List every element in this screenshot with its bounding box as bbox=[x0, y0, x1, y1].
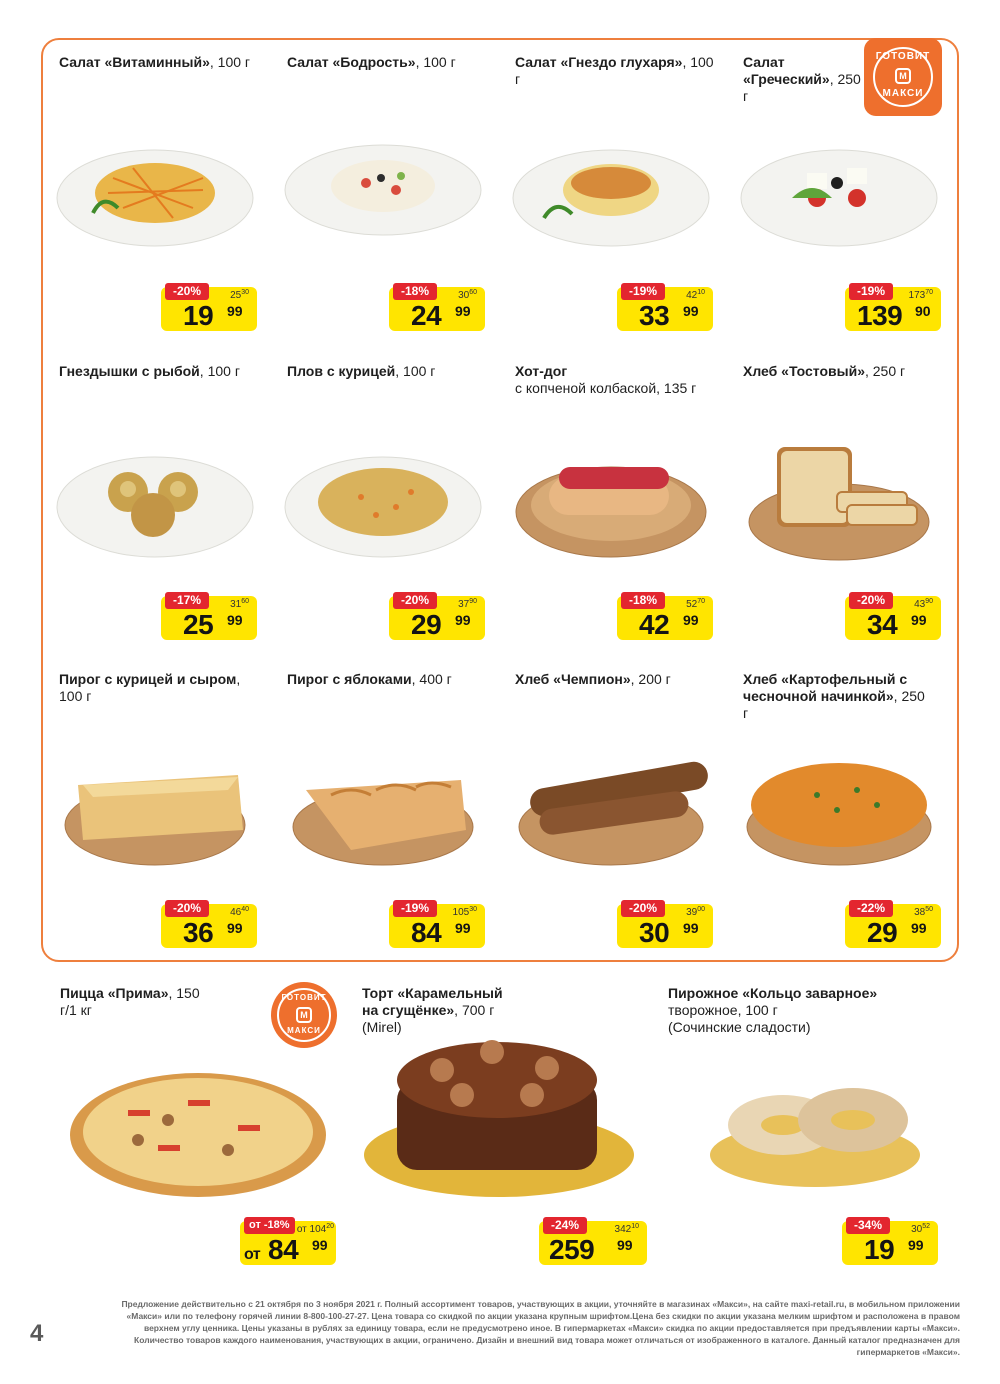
gotovit-maksi-badge: ГОТОВИТ М МАКСИ bbox=[864, 38, 942, 116]
product-card[interactable] bbox=[41, 655, 271, 960]
product-title: Пицца «Прима», 150 г/1 кг bbox=[60, 985, 200, 1018]
salad-gnezdo-image bbox=[509, 128, 714, 253]
gotovit-maksi-badge: ГОТОВИТ М МАКСИ bbox=[271, 982, 337, 1048]
salad-greek-image bbox=[737, 128, 942, 253]
price-tag: -20% $37^{90}$ 29 99 bbox=[387, 592, 485, 644]
product-title: Пирожное «Кольцо заварное» творожное, 100 г (Сочинские сладости) bbox=[668, 985, 878, 1035]
pilaf-image bbox=[281, 437, 486, 562]
product-card[interactable] bbox=[41, 38, 271, 343]
product-card[interactable] bbox=[269, 655, 499, 960]
salad-bodrost-image bbox=[281, 128, 486, 253]
fish-nests-image bbox=[53, 437, 258, 562]
salad-vitamin-image bbox=[53, 128, 258, 253]
product-card[interactable] bbox=[497, 655, 727, 960]
apple-pie-image bbox=[281, 745, 486, 870]
hot-dog-image bbox=[509, 437, 714, 562]
price-tag: -19% $42^{10}$ 33 99 bbox=[615, 283, 713, 335]
price-tag: -20% $46^{40}$ 36 99 bbox=[159, 900, 257, 952]
price-tag: -20% $39^{00}$ 30 99 bbox=[615, 900, 713, 952]
price-tag: -18% $52^{70}$ 42 99 bbox=[615, 592, 713, 644]
product-title: Торт «Карамельный на сгущёнке», 700 г (Mirel) bbox=[362, 985, 503, 1035]
product-title: Пирог с яблоками, 400 г bbox=[287, 671, 452, 687]
product-card[interactable] bbox=[41, 347, 271, 652]
price-tag: -24% $342^{10}$ 259 99 bbox=[537, 1217, 647, 1269]
product-title: Пирог с курицей и сыром, 100 г bbox=[59, 671, 241, 704]
potato-bread-image bbox=[737, 745, 942, 870]
champion-bread-image bbox=[509, 745, 714, 870]
price-tag: -17% $31^{60}$ 25 99 bbox=[159, 592, 257, 644]
product-card[interactable] bbox=[725, 347, 955, 652]
product-card[interactable] bbox=[269, 38, 499, 343]
product-card[interactable] bbox=[668, 985, 958, 1275]
product-title: Хлеб «Картофельный с чесночной начинкой», 250 г bbox=[743, 671, 925, 721]
price-tag: -20% $25^{30}$ 19 99 bbox=[159, 283, 257, 335]
product-card[interactable] bbox=[362, 985, 652, 1275]
product-card[interactable] bbox=[497, 38, 727, 343]
product-title: Гнездышки с рыбой, 100 г bbox=[59, 363, 240, 379]
price-tag: от -18% от $104^{20}$ от 84 99 bbox=[238, 1217, 338, 1269]
pizza-image bbox=[68, 1070, 328, 1200]
legal-disclaimer: Предложение действительно с 21 октября по 3 ноября 2021 г. Полный ассортимент товаров, участвующих в акции, уточняйте в магазинах «Макси», на сайте maxi-retail.ru, в мобильном приложении «Макси» или по телефону горячей линии 8-800-100-27-27. Цена товара со скидкой по акции указана крупным шрифтом.Цена без скидки по акции указана мелким шрифтом и расположена в правом верхнем углу ценника. Цены указаны в рублях за единицу товара, если не предусмотрено иное. В гипермаркетах «Макси» скидка по акции предоставляется при предъявлении карты «Макси». Количество товаров каждого наименования, участвующих в акции, ограничено. Дизайн и внешний вид товара может отличаться от изображенного в каталоге. Данный каталог предназначен для гипермаркетов «Макси». bbox=[121, 1299, 960, 1357]
product-card[interactable] bbox=[725, 655, 955, 960]
page-number: 4 bbox=[30, 1320, 44, 1347]
product-title: Салат «Витаминный», 100 г bbox=[59, 54, 251, 70]
price-tag: -20% $43^{90}$ 34 99 bbox=[843, 592, 941, 644]
choux-ring-image bbox=[703, 1070, 928, 1190]
product-card[interactable] bbox=[269, 347, 499, 652]
product-card[interactable] bbox=[497, 347, 727, 652]
product-title: Хлеб «Тостовый», 250 г bbox=[743, 363, 906, 379]
price-tag: -22% $38^{50}$ 29 99 bbox=[843, 900, 941, 952]
chicken-cheese-pie-image bbox=[53, 745, 258, 870]
caramel-cake-image bbox=[362, 1030, 637, 1200]
price-tag: -34% $30^{52}$ 19 99 bbox=[840, 1217, 938, 1269]
toast-bread-image bbox=[737, 437, 942, 562]
product-title: Салат «Бодрость», 100 г bbox=[287, 54, 456, 70]
product-title: Салат «Греческий», 250 г bbox=[743, 54, 861, 104]
product-title: Салат «Гнездо глухаря», 100 г bbox=[515, 54, 714, 87]
product-title: Хот-дог с копченой колбаской, 135 г bbox=[515, 363, 697, 396]
price-tag: -19% $173^{70}$ 139 90 bbox=[843, 283, 941, 335]
product-title: Плов с курицей, 100 г bbox=[287, 363, 436, 379]
price-tag: -19% $105^{30}$ 84 99 bbox=[387, 900, 485, 952]
product-title: Хлеб «Чемпион», 200 г bbox=[515, 671, 671, 687]
price-tag: -18% $30^{60}$ 24 99 bbox=[387, 283, 485, 335]
